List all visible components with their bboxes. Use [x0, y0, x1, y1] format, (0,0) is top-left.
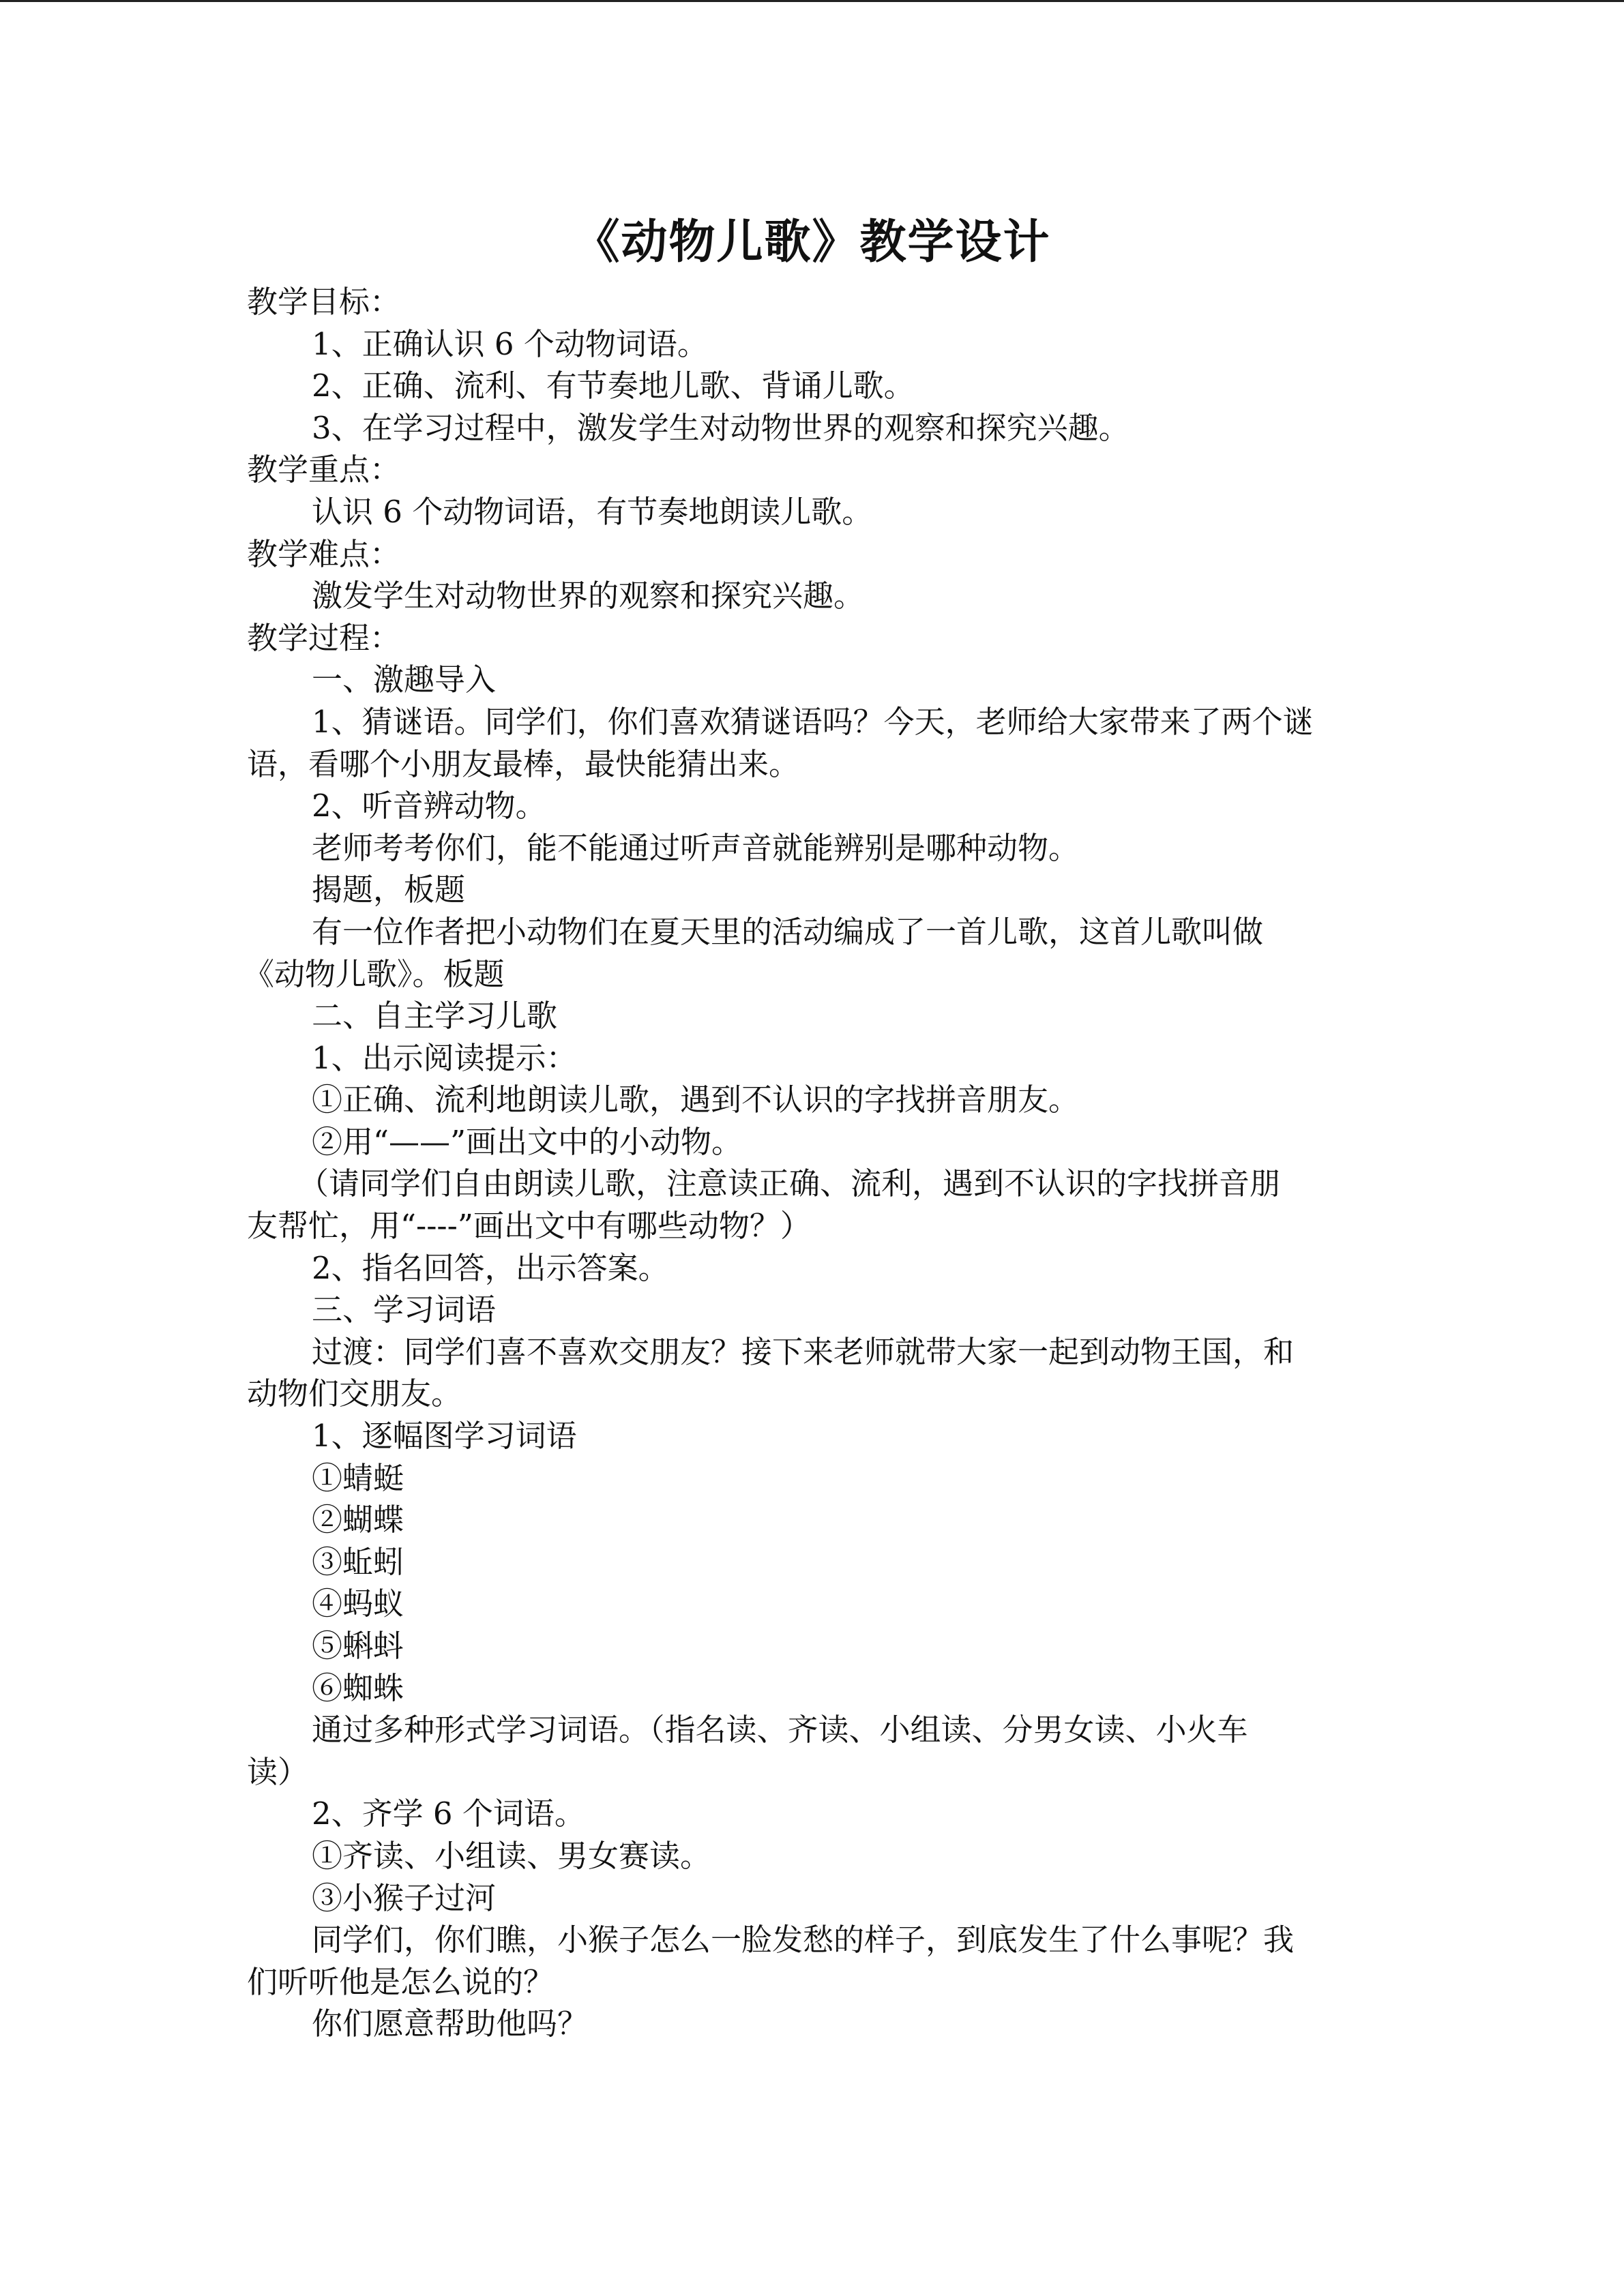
body-line-continued: 动物们交朋友。	[247, 1375, 462, 1412]
body-line: 激发学生对动物世界的观察和探究兴趣。	[312, 578, 865, 614]
body-line: 2、齐学 6 个词语。	[312, 1795, 585, 1832]
body-line: 3、在学习过程中，激发学生对动物世界的观察和探究兴趣。	[312, 409, 1130, 446]
body-line: 过渡：同学们喜不喜欢交朋友？接下来老师就带大家一起到动物王国，和	[312, 1333, 1295, 1370]
body-line: 1、逐幅图学习词语	[312, 1418, 577, 1455]
body-line: 2、指名回答，出示答案。	[312, 1249, 669, 1286]
section-heading: 教学过程：	[247, 619, 401, 656]
body-line-continued: 《动物儿歌》。板题	[243, 955, 505, 992]
body-line: 通过多种形式学习词语。（指名读、齐读、小组读、分男女读、小火车	[312, 1712, 1248, 1748]
body-line: 2、正确、流利、有节奏地儿歌、背诵儿歌。	[312, 368, 915, 404]
body-line: 1、猜谜语。同学们，你们喜欢猜谜语吗？今天，老师给大家带来了两个谜	[312, 703, 1314, 740]
body-line: 有一位作者把小动物们在夏天里的活动编成了一首儿歌，这首儿歌叫做	[312, 913, 1264, 950]
body-line: ①齐读、小组读、男女赛读。	[312, 1837, 711, 1874]
vocab-item: ②蝴蝶	[312, 1502, 404, 1538]
body-line: 2、听音辨动物。	[312, 788, 546, 824]
section-heading: 教学目标：	[247, 284, 401, 320]
body-line: （请同学们自由朗读儿歌，注意读正确、流利，遇到不认识的字找拼音朋	[298, 1165, 1281, 1202]
vocab-item: ⑥蜘蛛	[312, 1669, 404, 1706]
body-line: ②用“——”画出文中的小动物。	[312, 1123, 743, 1160]
body-line-continued: 语，看哪个小朋友最棒，最快能猜出来。	[247, 745, 800, 782]
body-line: ③小猴子过河	[312, 1879, 497, 1916]
body-line: 同学们，你们瞧，小猴子怎么一脸发愁的样子，到底发生了什么事呢？我	[312, 1922, 1295, 1958]
body-line: 1、出示阅读提示：	[312, 1039, 577, 1076]
body-line: 认识 6 个动物词语，有节奏地朗读儿歌。	[312, 493, 873, 530]
vocab-item: ④蚂蚁	[312, 1585, 404, 1622]
body-line: 你们愿意帮助他吗？	[312, 2006, 589, 2042]
section-heading: 教学难点：	[247, 535, 401, 572]
document-title: 《动物儿歌》教学设计	[573, 215, 1051, 269]
body-line: 二、自主学习儿歌	[312, 998, 558, 1034]
vocab-item: ⑤蝌蚪	[312, 1628, 404, 1664]
document-body	[243, 281, 1372, 2045]
body-line: 一、激趣导入	[312, 661, 497, 698]
vocab-item: ①蜻蜓	[312, 1459, 404, 1496]
body-line-continued: 读）	[247, 1753, 309, 1790]
section-heading: 教学重点：	[247, 451, 401, 488]
body-line: ①正确、流利地朗读儿歌，遇到不认识的字找拼音朋友。	[312, 1082, 1080, 1118]
body-line-continued: 们听听他是怎么说的？	[247, 1963, 555, 2000]
body-line: 老师考考你们，能不能通过听声音就能辨别是哪种动物。	[312, 829, 1080, 866]
body-line: 1、正确认识 6 个动物词语。	[312, 325, 708, 362]
body-line: 三、学习词语	[312, 1292, 497, 1328]
vocab-item: ③蚯蚓	[312, 1543, 404, 1580]
body-line-continued: 友帮忙，用“----”画出文中有哪些动物？）	[247, 1208, 811, 1244]
body-line: 揭题，板题	[312, 871, 466, 908]
